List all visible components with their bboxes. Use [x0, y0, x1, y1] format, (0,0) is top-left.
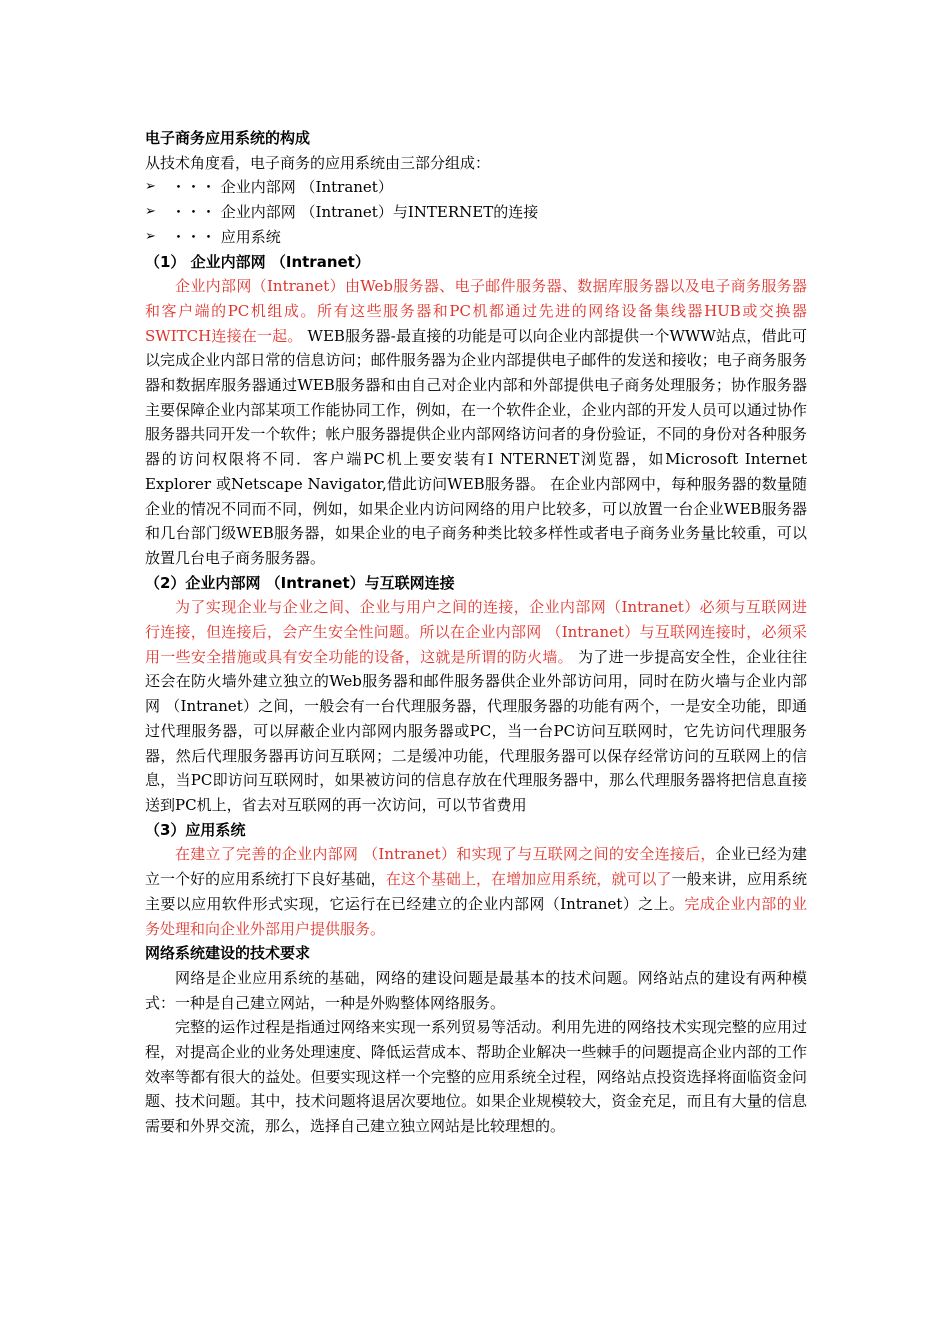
document-page — [145, 126, 807, 1139]
list-item-text: ・・・ 应用系统 — [171, 227, 281, 246]
part3-body-text-1: 企业已经为建立一个好的应用系统打下良好基础， — [145, 845, 807, 889]
list-item-text: ・・・ 企业内部网 （Intranet）与INTERNET的连接 — [171, 203, 539, 222]
part3-paragraph — [145, 842, 807, 941]
part2-heading: （2）企业内部网 （Intranet）与互联网连接 — [145, 573, 455, 592]
arrow-bullet-icon: ➢ — [145, 228, 156, 244]
network-paragraph-2: 完整的运作过程是指通过网络来实现一系列贸易等活动。利用先进的网络技术实现完整的应用过程，对提高企业的业务处理速度、降低运营成本、帮助企业解决一些棘手的问题提高企业内部的工作效率等都有很大的益处。但要实现这样一个完整的应用系统全过程，网络站点投资选择将面临资金问题、技术问题。其中，技术问题将退居次要地位。如果企业规模较大，资金充足，而且有大量的信息需要和外界交流，那么，选择自己建立独立网站是比较理想的。 — [145, 1018, 807, 1136]
part1-red-text: 企业内部网（Intranet）由Web服务器、电子邮件服务器、数据库服务器以及电子商务服务器和客户端的PC机组成。所有这些服务器和PC机都通过先进的网络设备集线器HUB或交换器SWITCH连接在一起。 — [145, 277, 807, 345]
section-title-composition: 电子商务应用系统的构成 — [145, 129, 311, 147]
section-title-network-requirements: 网络系统建设的技术要求 — [145, 944, 311, 963]
arrow-bullet-icon: ➢ — [145, 179, 156, 195]
list-item — [145, 225, 807, 250]
arrow-bullet-icon: ➢ — [145, 204, 156, 220]
part2-body-text: 为了进一步提高安全性，企业往往还会在防火墙外建立独立的Web服务器和邮件服务器供企业外部访问用，同时在防火墙与企业内部网 （Intranet）之间，一般会有一台代理服务器，代理服务器的功能有两个，一是安全功能，即通过代理服务器，可以屏蔽企业内部网内服务器或PC，当一台PC访问互联网时，它先访问代理服务器，然后代理服务器再访问互联网；二是缓冲功能，代理服务器可以保存经常访问的互联网上的信息，当PC即访问互联网时，如果被访问的信息存放在代理服务器中，那么代理服务器将把信息直接送到PC机上，省去对互联网的再一次访问，可以节省费用 — [145, 647, 807, 814]
part3-body-text-2: 一般来讲，应用系统主要以应用软件形式实现，它运行在已经建立的企业内部网（Intranet）之上。 — [145, 870, 807, 913]
part1-heading: （1） 企业内部网 （Intranet） — [145, 252, 370, 271]
network-paragraph-1: 网络是企业应用系统的基础，网络的建设问题是最基本的技术问题。网络站点的建设有两种模式：一种是自己建立网站，一种是外购整体网络服务。 — [145, 968, 807, 1012]
part3-red-text-2: 在这个基础上，在增加应用系统，就可以了 — [385, 870, 672, 889]
part2-paragraph — [145, 595, 807, 817]
list-item — [145, 175, 807, 200]
part3-red-text-1: 在建立了完善的企业内部网 （Intranet）和实现了与互联网之间的安全连接后， — [175, 845, 716, 864]
part2-red-text: 为了实现企业与企业之间、企业与用户之间的连接，企业内部网（Intranet）必须与互联网进行连接，但连接后，会产生安全性问题。所以在企业内部网 （Intranet）与互联网连接时，必须采用一些安全措施或具有安全功能的设备，这就是所谓的防火墙。 — [145, 598, 807, 666]
part3-heading: （3）应用系统 — [145, 820, 246, 839]
list-item-text: ・・・ 企业内部网 （Intranet） — [171, 178, 393, 197]
list-item — [145, 200, 807, 225]
intro-text: 从技术角度看，电子商务的应用系统由三部分组成： — [145, 153, 491, 172]
part1-body-text: WEB服务器-最直接的功能是可以向企业内部提供一个WWW站点，借此可以完成企业内部日常的信息访问；邮件服务器为企业内部提供电子邮件的发送和接收；电子商务服务器和数据库服务器通过WEB服务器和由自己对企业内部和外部提供电子商务处理服务；协作服务器主要保障企业内部某项工作能协同工作，例如，在一个软件企业，企业内部的开发人员可以通过协作服务器共同开发一个软件；帐户服务器提供企业内部网络访问者的身份验证，不同的身份对各种服务器的访问权限将不同．客户端PC机上要安装有I NTERNET浏览器，如Microsoft Internet Explorer 或Netscape Navigator,借此访问WEB服务器。 在企业内部网中，每种服务器的数量随企业的情况不同而不同，例如，如果企业内访问网络的用户比较多，可以放置一台企业WEB服务器和几台部门级WEB服务器，如果企业的电子商务种类比较多样性或者电子商务业务量比较重，可以放置几台电子商务服务器。 — [145, 326, 808, 567]
part1-paragraph — [145, 274, 807, 570]
part3-red-text-3: 完成企业内部的业务处理和向企业外部用户提供服务。 — [145, 894, 807, 938]
